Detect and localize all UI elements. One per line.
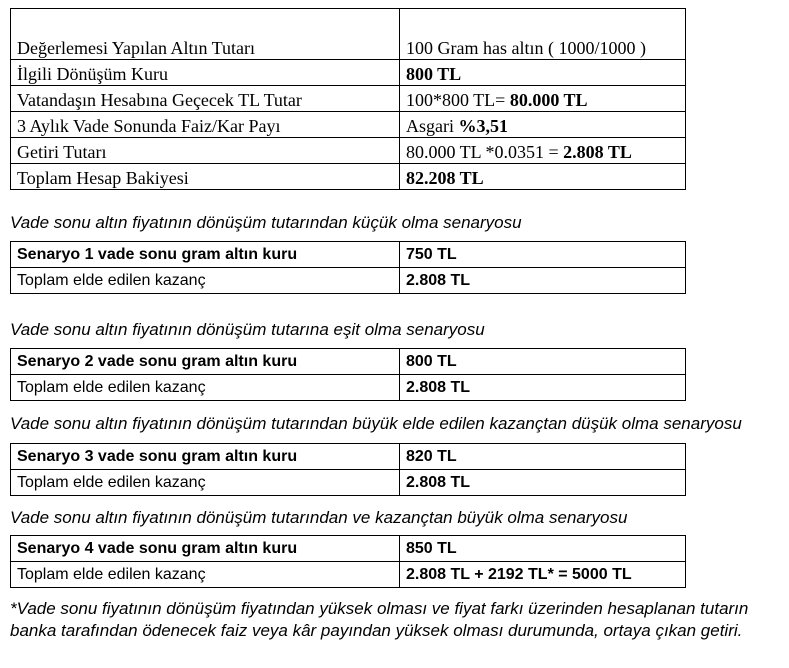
value-plain: Asgari [406, 116, 459, 136]
gain-label: Toplam elde edilen kazanç [11, 375, 400, 401]
rate-label: Senaryo 3 vade sonu gram altın kuru [11, 444, 400, 470]
row-label: İlgili Dönüşüm Kuru [11, 60, 400, 86]
table-row [11, 164, 686, 190]
row-label: Vatandaşın Hesabına Geçecek TL Tutar [11, 86, 400, 112]
table-row [11, 470, 686, 496]
scenario-3-table [10, 443, 686, 496]
scenario-4-table [10, 535, 686, 588]
row-value [400, 112, 686, 138]
table-row [11, 562, 686, 588]
scenario-1-table [10, 241, 686, 294]
value-bold: %3,51 [458, 116, 508, 136]
row-label: Getiri Tutarı [11, 138, 400, 164]
value-bold: 82.208 TL [406, 168, 484, 188]
rate-value: 820 TL [400, 444, 686, 470]
row-label: Değerlemesi Yapılan Altın Tutarı [11, 9, 400, 60]
row-value [400, 60, 686, 86]
row-value [400, 86, 686, 112]
table-row [11, 242, 686, 268]
gain-value: 2.808 TL [400, 268, 686, 294]
gain-value: 2.808 TL + 2192 TL* = 5000 TL [400, 562, 686, 588]
scenario-2-table [10, 348, 686, 401]
value-bold: 80.000 TL [509, 90, 588, 110]
value-bold: 2.808 TL [563, 142, 632, 162]
gain-label: Toplam elde edilen kazanç [11, 562, 400, 588]
value-plain: 100 Gram has altın ( 1000/1000 ) [406, 38, 646, 58]
row-label: 3 Aylık Vade Sonunda Faiz/Kar Payı [11, 112, 400, 138]
scenario-3-caption: Vade sonu altın fiyatının dönüşüm tutarından büyük elde edilen kazançtan düşük olma senaryosu [10, 414, 742, 433]
table-row [11, 112, 686, 138]
table-row [11, 9, 686, 60]
row-value [400, 138, 686, 164]
rate-label: Senaryo 1 vade sonu gram altın kuru [11, 242, 400, 268]
value-plain: 100*800 TL= [406, 90, 510, 110]
gain-label: Toplam elde edilen kazanç [11, 470, 400, 496]
rate-label: Senaryo 4 vade sonu gram altın kuru [11, 536, 400, 562]
rate-value: 750 TL [400, 242, 686, 268]
scenario-2-caption: Vade sonu altın fiyatının dönüşüm tutarına eşit olma senaryosu [10, 320, 485, 339]
table-row [11, 536, 686, 562]
rate-label: Senaryo 2 vade sonu gram altın kuru [11, 349, 400, 375]
rate-value: 850 TL [400, 536, 686, 562]
row-label: Toplam Hesap Bakiyesi [11, 164, 400, 190]
table-row [11, 138, 686, 164]
footnote: *Vade sonu fiyatının dönüşüm fiyatından yüksek olması ve fiyat farkı üzerinden hesaplanan tutarın banka tarafından ödenecek faiz veya kâr payından yüksek olması durumunda, ortaya çıkan getiri. [10, 599, 749, 640]
table-row [11, 444, 686, 470]
value-bold: 800 TL [406, 64, 462, 84]
value-plain: 80.000 TL *0.0351 = [406, 142, 564, 162]
table-row [11, 60, 686, 86]
scenario-4-caption: Vade sonu altın fiyatının dönüşüm tutarından ve kazançtan büyük olma senaryosu [10, 508, 628, 527]
table-row [11, 375, 686, 401]
table-row [11, 86, 686, 112]
gain-value: 2.808 TL [400, 470, 686, 496]
gain-label: Toplam elde edilen kazanç [11, 268, 400, 294]
scenario-1-caption: Vade sonu altın fiyatının dönüşüm tutarından küçük olma senaryosu [10, 213, 522, 232]
row-value [400, 9, 686, 60]
table-row [11, 349, 686, 375]
gain-value: 2.808 TL [400, 375, 686, 401]
gold-valuation-table [10, 8, 686, 190]
row-value [400, 164, 686, 190]
rate-value: 800 TL [400, 349, 686, 375]
table-row [11, 268, 686, 294]
